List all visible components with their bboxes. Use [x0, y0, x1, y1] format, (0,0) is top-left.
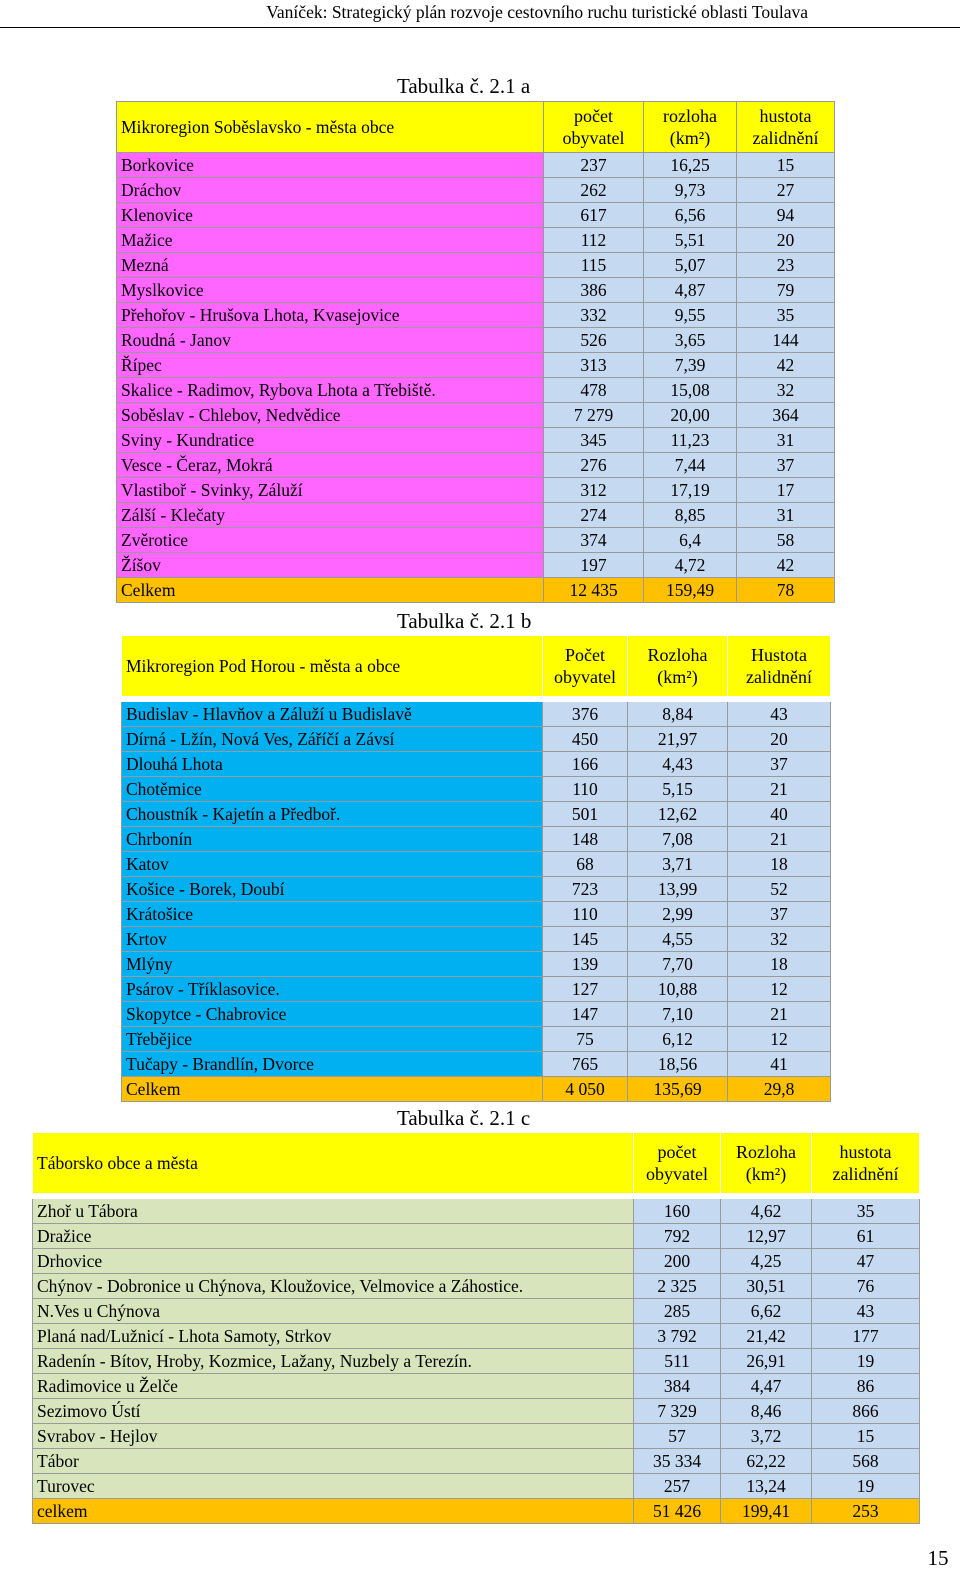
table-row [122, 802, 831, 827]
table-row [122, 699, 831, 727]
total-row [122, 1077, 831, 1102]
cell-name: Krtov [122, 927, 543, 952]
table-row [122, 1002, 831, 1027]
table-c-body [33, 1196, 920, 1524]
cell-value: 20,00 [644, 403, 737, 428]
cell-value: 7,44 [644, 453, 737, 478]
cell-value: 75 [543, 1027, 628, 1052]
cell-value: 3,65 [644, 328, 737, 353]
cell-name: Dražice [33, 1224, 634, 1249]
cell-name: Tučapy - Brandlín, Dvorce [122, 1052, 543, 1077]
cell-value: 20 [728, 727, 831, 752]
cell-value: 7,70 [628, 952, 728, 977]
header-row [33, 1133, 920, 1197]
cell-name: N.Ves u Chýnova [33, 1299, 634, 1324]
cell-value: 29,8 [728, 1077, 831, 1102]
cell-value: 511 [634, 1349, 721, 1374]
column-header-3: hustota zalidnění [737, 102, 835, 153]
cell-value: 32 [728, 927, 831, 952]
table-c-caption: Tabulka č. 2.1 c [397, 1106, 531, 1130]
cell-name: Mažice [117, 228, 544, 253]
cell-name: Vesce - Čeraz, Mokrá [117, 453, 544, 478]
cell-value: 94 [737, 203, 835, 228]
cell-value: 42 [737, 353, 835, 378]
cell-value: 6,56 [644, 203, 737, 228]
cell-name: Zhoř u Tábora [33, 1196, 634, 1224]
cell-value: 199,41 [721, 1499, 812, 1524]
cell-value: 5,07 [644, 253, 737, 278]
cell-value: 15 [812, 1424, 920, 1449]
table-b-body [122, 699, 831, 1102]
table-row [33, 1399, 920, 1424]
cell-name: Katov [122, 852, 543, 877]
cell-value: 47 [812, 1249, 920, 1274]
cell-value: 792 [634, 1224, 721, 1249]
cell-value: 68 [543, 852, 628, 877]
cell-value: 177 [812, 1324, 920, 1349]
cell-name: Klenovice [117, 203, 544, 228]
cell-value: 4,47 [721, 1374, 812, 1399]
cell-value: 6,4 [644, 528, 737, 553]
cell-name: Budislav - Hlavňov a Záluží u Budislavě [122, 699, 543, 727]
cell-name: Psárov - Tříklasovice. [122, 977, 543, 1002]
cell-value: 21,97 [628, 727, 728, 752]
cell-value: 115 [544, 253, 644, 278]
cell-value: 61 [812, 1224, 920, 1249]
column-header-name: Mikroregion Pod Horou - města a obce [122, 636, 543, 700]
cell-value: 4,72 [644, 553, 737, 578]
table-a-body [117, 153, 835, 603]
cell-value: 35 [812, 1196, 920, 1224]
cell-value: 27 [737, 178, 835, 203]
table-row [33, 1349, 920, 1374]
cell-value: 12 [728, 1027, 831, 1052]
cell-value: 19 [812, 1349, 920, 1374]
table-row [122, 852, 831, 877]
cell-value: 147 [543, 1002, 628, 1027]
cell-value: 765 [543, 1052, 628, 1077]
cell-value: 7,10 [628, 1002, 728, 1027]
column-header-1: Počet obyvatel [543, 636, 628, 700]
cell-value: 4 050 [543, 1077, 628, 1102]
cell-name: Tábor [33, 1449, 634, 1474]
table-row [122, 777, 831, 802]
cell-value: 110 [543, 777, 628, 802]
cell-name: Roudná - Janov [117, 328, 544, 353]
cell-value: 12 435 [544, 578, 644, 603]
cell-value: 7,08 [628, 827, 728, 852]
table-row [33, 1249, 920, 1274]
cell-value: 7 329 [634, 1399, 721, 1424]
cell-name: Sezimovo Ústí [33, 1399, 634, 1424]
cell-value: 43 [812, 1299, 920, 1324]
cell-name: Zvěrotice [117, 528, 544, 553]
table-row [33, 1274, 920, 1299]
cell-value: 21,42 [721, 1324, 812, 1349]
cell-value: 9,55 [644, 303, 737, 328]
cell-value: 5,15 [628, 777, 728, 802]
table-row [117, 153, 835, 178]
table-row [122, 877, 831, 902]
cell-value: 12 [728, 977, 831, 1002]
cell-name: Mezná [117, 253, 544, 278]
cell-value: 37 [728, 902, 831, 927]
column-header-1: počet obyvatel [544, 102, 644, 153]
cell-value: 8,85 [644, 503, 737, 528]
column-header-name: Mikroregion Soběslavsko - města obce [117, 102, 544, 153]
cell-value: 312 [544, 478, 644, 503]
table-row [122, 902, 831, 927]
cell-value: 2 325 [634, 1274, 721, 1299]
table-c [32, 1132, 920, 1524]
cell-name: Mlýny [122, 952, 543, 977]
cell-value: 11,23 [644, 428, 737, 453]
cell-value: 384 [634, 1374, 721, 1399]
cell-value: 18 [728, 952, 831, 977]
table-row [122, 927, 831, 952]
cell-value: 18 [728, 852, 831, 877]
table-row [117, 503, 835, 528]
table-row [122, 727, 831, 752]
table-row [33, 1299, 920, 1324]
cell-name: Drhovice [33, 1249, 634, 1274]
column-header-3: Hustota zalidnění [728, 636, 831, 700]
cell-name: Dírná - Lžín, Nová Ves, Záříčí a Závsí [122, 727, 543, 752]
cell-value: 13,99 [628, 877, 728, 902]
cell-value: 21 [728, 827, 831, 852]
cell-name: Borkovice [117, 153, 544, 178]
cell-value: 617 [544, 203, 644, 228]
table-row [33, 1424, 920, 1449]
table-row [33, 1449, 920, 1474]
cell-name: Dlouhá Lhota [122, 752, 543, 777]
cell-value: 144 [737, 328, 835, 353]
cell-value: 86 [812, 1374, 920, 1399]
cell-value: 20 [737, 228, 835, 253]
cell-value: 3,72 [721, 1424, 812, 1449]
cell-name: Chotěmice [122, 777, 543, 802]
table-row [117, 253, 835, 278]
cell-value: 35 [737, 303, 835, 328]
cell-value: 58 [737, 528, 835, 553]
cell-value: 52 [728, 877, 831, 902]
cell-name: Třebějice [122, 1027, 543, 1052]
cell-value: 148 [543, 827, 628, 852]
page-header [0, 0, 960, 28]
cell-value: 450 [543, 727, 628, 752]
cell-value: 4,25 [721, 1249, 812, 1274]
table-row [117, 378, 835, 403]
page-number: 15 [927, 1546, 949, 1570]
table-row [117, 303, 835, 328]
cell-value: 32 [737, 378, 835, 403]
cell-value: 4,43 [628, 752, 728, 777]
cell-value: 237 [544, 153, 644, 178]
cell-value: 274 [544, 503, 644, 528]
cell-value: 42 [737, 553, 835, 578]
cell-value: 257 [634, 1474, 721, 1499]
cell-value: 139 [543, 952, 628, 977]
column-header-3: hustota zalidnění [812, 1133, 920, 1197]
cell-value: 31 [737, 428, 835, 453]
cell-value: 386 [544, 278, 644, 303]
cell-value: 79 [737, 278, 835, 303]
cell-value: 15 [737, 153, 835, 178]
cell-value: 253 [812, 1499, 920, 1524]
cell-name: Radenín - Bítov, Hroby, Kozmice, Lažany, Nuzbely a Terezín. [33, 1349, 634, 1374]
column-header-2: Rozloha (km²) [721, 1133, 812, 1197]
cell-name: Sviny - Kundratice [117, 428, 544, 453]
cell-value: 18,56 [628, 1052, 728, 1077]
cell-value: 23 [737, 253, 835, 278]
cell-value: 112 [544, 228, 644, 253]
cell-value: 145 [543, 927, 628, 952]
cell-value: 376 [543, 699, 628, 727]
cell-value: 4,87 [644, 278, 737, 303]
cell-value: 159,49 [644, 578, 737, 603]
cell-name: Myslkovice [117, 278, 544, 303]
table-row [117, 278, 835, 303]
total-row [117, 578, 835, 603]
table-row [117, 553, 835, 578]
table-row [33, 1474, 920, 1499]
column-header-name: Táborsko obce a města [33, 1133, 634, 1197]
table-row [117, 478, 835, 503]
cell-value: 866 [812, 1399, 920, 1424]
table-a-head [117, 102, 835, 153]
table-row [33, 1224, 920, 1249]
header-row [117, 102, 835, 153]
table-row [117, 453, 835, 478]
cell-value: 374 [544, 528, 644, 553]
cell-value: 5,51 [644, 228, 737, 253]
table-row [33, 1196, 920, 1224]
total-row [33, 1499, 920, 1524]
cell-value: 40 [728, 802, 831, 827]
table-b-caption: Tabulka č. 2.1 b [397, 609, 532, 633]
cell-name: Chýnov - Dobronice u Chýnova, Kloužovice, Velmovice a Záhostice. [33, 1274, 634, 1299]
cell-value: 200 [634, 1249, 721, 1274]
cell-value: 313 [544, 353, 644, 378]
cell-value: 37 [728, 752, 831, 777]
header-row [122, 636, 831, 700]
cell-value: 2,99 [628, 902, 728, 927]
cell-value: 160 [634, 1196, 721, 1224]
cell-name: Radimovice u Želče [33, 1374, 634, 1399]
cell-value: 285 [634, 1299, 721, 1324]
page-header-title: Vaníček: Strategický plán rozvoje cestovního ruchu turistické oblasti Toulava [266, 2, 808, 22]
table-row [117, 203, 835, 228]
cell-value: 364 [737, 403, 835, 428]
cell-name: Soběslav - Chlebov, Nedvědice [117, 403, 544, 428]
cell-value: 57 [634, 1424, 721, 1449]
cell-name: Turovec [33, 1474, 634, 1499]
cell-value: 8,84 [628, 699, 728, 727]
cell-name: Dráchov [117, 178, 544, 203]
cell-value: 501 [543, 802, 628, 827]
table-b-head [122, 636, 831, 700]
table-row [122, 977, 831, 1002]
cell-value: 15,08 [644, 378, 737, 403]
table-a-caption: Tabulka č. 2.1 a [397, 74, 531, 98]
cell-name: Krátošice [122, 902, 543, 927]
cell-value: 7 279 [544, 403, 644, 428]
table-c-head [33, 1133, 920, 1197]
cell-value: 4,62 [721, 1196, 812, 1224]
cell-value: 17 [737, 478, 835, 503]
cell-value: 30,51 [721, 1274, 812, 1299]
cell-value: 723 [543, 877, 628, 902]
cell-value: 21 [728, 777, 831, 802]
cell-value: 8,46 [721, 1399, 812, 1424]
cell-value: 17,19 [644, 478, 737, 503]
cell-value: 135,69 [628, 1077, 728, 1102]
cell-name: Chrbonín [122, 827, 543, 852]
cell-value: 3 792 [634, 1324, 721, 1349]
table-row [122, 952, 831, 977]
cell-name: Celkem [117, 578, 544, 603]
cell-name: Choustník - Kajetín a Předboř. [122, 802, 543, 827]
cell-value: 43 [728, 699, 831, 727]
cell-value: 10,88 [628, 977, 728, 1002]
cell-value: 21 [728, 1002, 831, 1027]
table-row [117, 228, 835, 253]
cell-name: Planá nad/Lužnicí - Lhota Samoty, Strkov [33, 1324, 634, 1349]
cell-value: 345 [544, 428, 644, 453]
cell-value: 478 [544, 378, 644, 403]
cell-name: Skopytce - Chabrovice [122, 1002, 543, 1027]
column-header-2: Rozloha (km²) [628, 636, 728, 700]
cell-name: Vlastiboř - Svinky, Záluží [117, 478, 544, 503]
cell-value: 110 [543, 902, 628, 927]
column-header-2: rozloha (km²) [644, 102, 737, 153]
table-row [122, 827, 831, 852]
table-row [117, 328, 835, 353]
table-b [121, 635, 831, 1102]
table-row [117, 178, 835, 203]
cell-value: 9,73 [644, 178, 737, 203]
cell-value: 12,62 [628, 802, 728, 827]
cell-name: Skalice - Radimov, Rybova Lhota a Třebiště. [117, 378, 544, 403]
cell-value: 12,97 [721, 1224, 812, 1249]
table-row [122, 1052, 831, 1077]
cell-value: 3,71 [628, 852, 728, 877]
cell-value: 19 [812, 1474, 920, 1499]
cell-name: Košice - Borek, Doubí [122, 877, 543, 902]
cell-name: Svrabov - Hejlov [33, 1424, 634, 1449]
cell-value: 166 [543, 752, 628, 777]
cell-name: Řípec [117, 353, 544, 378]
cell-value: 6,12 [628, 1027, 728, 1052]
table-row [117, 403, 835, 428]
cell-value: 62,22 [721, 1449, 812, 1474]
cell-name: Přehořov - Hrušova Lhota, Kvasejovice [117, 303, 544, 328]
cell-value: 568 [812, 1449, 920, 1474]
cell-value: 31 [737, 503, 835, 528]
cell-name: Žíšov [117, 553, 544, 578]
cell-value: 51 426 [634, 1499, 721, 1524]
table-row [122, 752, 831, 777]
column-header-1: počet obyvatel [634, 1133, 721, 1197]
cell-value: 37 [737, 453, 835, 478]
cell-value: 526 [544, 328, 644, 353]
cell-value: 197 [544, 553, 644, 578]
cell-value: 4,55 [628, 927, 728, 952]
cell-value: 78 [737, 578, 835, 603]
table-row [122, 1027, 831, 1052]
cell-value: 127 [543, 977, 628, 1002]
cell-value: 35 334 [634, 1449, 721, 1474]
table-a [116, 101, 835, 603]
cell-value: 332 [544, 303, 644, 328]
cell-value: 26,91 [721, 1349, 812, 1374]
table-row [117, 428, 835, 453]
cell-value: 276 [544, 453, 644, 478]
table-row [117, 528, 835, 553]
cell-value: 41 [728, 1052, 831, 1077]
cell-name: Celkem [122, 1077, 543, 1102]
cell-value: 7,39 [644, 353, 737, 378]
table-row [33, 1374, 920, 1399]
cell-value: 262 [544, 178, 644, 203]
cell-name: celkem [33, 1499, 634, 1524]
cell-value: 16,25 [644, 153, 737, 178]
cell-value: 13,24 [721, 1474, 812, 1499]
table-row [117, 353, 835, 378]
cell-name: Zálší - Klečaty [117, 503, 544, 528]
table-row [33, 1324, 920, 1349]
cell-value: 76 [812, 1274, 920, 1299]
cell-value: 6,62 [721, 1299, 812, 1324]
